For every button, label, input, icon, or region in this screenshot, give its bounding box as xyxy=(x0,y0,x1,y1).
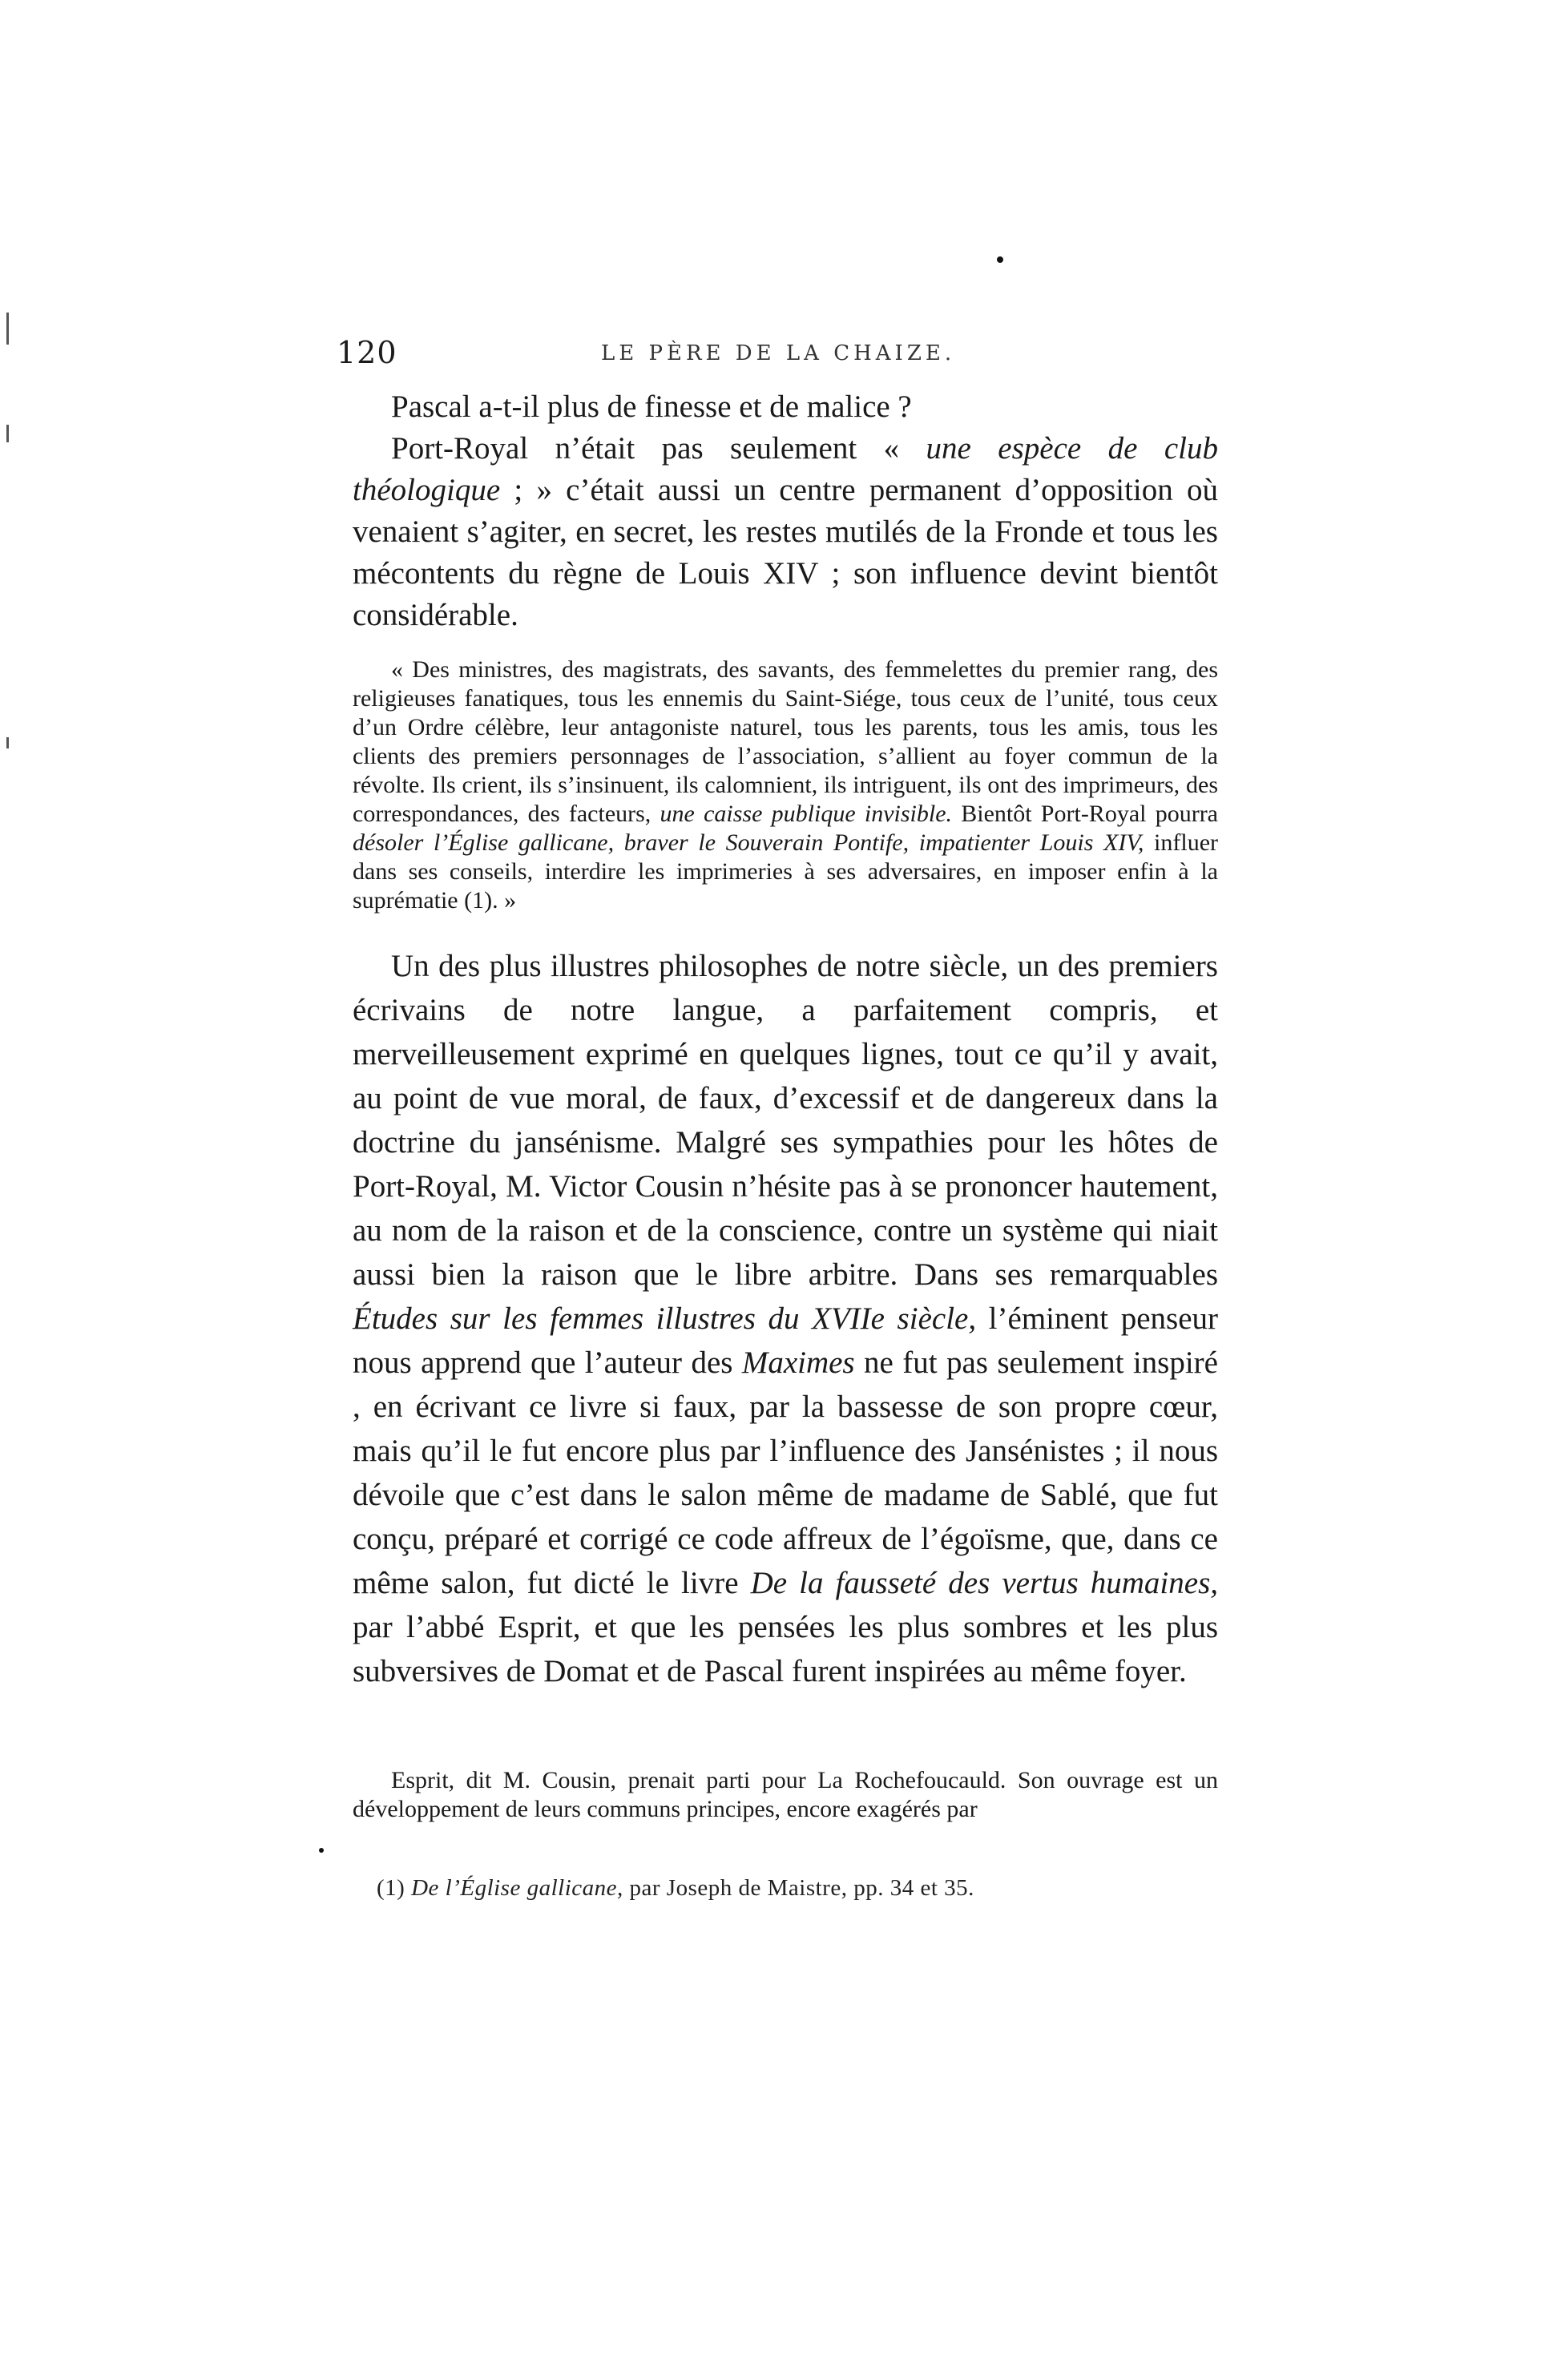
block-quotation xyxy=(353,656,1218,915)
quotation-cousin: Esprit, dit M. Cousin, prenait parti pour La Rochefoucauld. Son ouvrage est un développement de leurs communs principes, encore exagérés par xyxy=(353,1767,1218,1822)
footnote xyxy=(377,1875,1218,1902)
main-text-top xyxy=(353,386,1218,636)
main-text-cousin xyxy=(353,944,1218,1693)
paragraph-2: Port-Royal n’était pas seulement « une espèce de club théologique ; » c’était aussi un centre permanent d’opposition où venaient s’agiter, en secret, les restes mutilés de la Fronde et tous les mécontents du règne de Louis XIV ; son influence devint bientôt considérable. xyxy=(353,431,1219,632)
footnote-citation: par Joseph de Maistre, pp. 34 et 35. xyxy=(623,1875,974,1901)
quotation-maistre: « Des ministres, des magistrats, des savants, des femmelettes du premier rang, des religieuses fanatiques, tous les ennemis du Saint-Siége, tous ceux de l’unité, tous ceux d’un Ordre célèbre, leur antagoniste naturel, tous les parents, tous les amis, tous les clients des premiers personnages de l’association, s’allient au foyer commun de la révolte. Ils crient, ils s’insinuent, ils calomnient, ils intriguent, ils ont des imprimeurs, des correspondances, des facteurs, une caisse publique invisible. Bientôt Port-Royal pourra désoler l’Église gallicane, braver le Souverain Pontife, impatienter Louis XIV, influer dans ses conseils, interdire les imprimeries à ses adversaires, en imposer enfin à la suprématie (1). » xyxy=(353,656,1218,914)
footnote-title: De l’Église gallicane, xyxy=(411,1875,623,1901)
book-title-etudes: Études sur les femmes illustres du XVIIe siècle, xyxy=(353,1301,977,1336)
speck-mark xyxy=(997,256,1003,263)
scan-edge-mark xyxy=(6,737,9,748)
book-title-maximes: Maximes xyxy=(741,1345,855,1380)
page-number: 120 xyxy=(337,335,397,370)
paragraph-3: Un des plus illustres philosophes de notre siècle, un des premiers écrivains de notre langue, a parfaitement compris, et merveilleusement exprimé en quelques lignes, tout ce qu’il y avait, au point de vue moral, de faux, d’excessif et de dangereux dans la doctrine du jansénisme. Malgré ses sympathies pour les hôtes de Port-Royal, M. Victor Cousin n’hésite pas à se prononcer hautement, au nom de la raison et de la conscience, contre un système qui niait aussi bien la raison que le libre arbitre. Dans ses remarquables Études sur les femmes illustres du XVIIe siècle, l’éminent penseur nous apprend que l’auteur des Maximes ne fut pas seulement inspiré , en écrivant ce livre si faux, par la bassesse de son propre cœur, mais qu’il le fut encore plus par l’influence des Jansénistes ; il nous dévoile que c’est dans le salon même de madame de Sablé, que fut conçu, préparé et corrigé ce code affreux de l’égoïsme, que, dans ce même salon, fut dicté le livre De la fausseté des vertus humaines, par l’abbé Esprit, et que les pensées les plus sombres et les plus subversives de Domat et de Pascal furent inspirées au même foyer. xyxy=(353,949,1219,1688)
speck-mark xyxy=(319,1848,324,1853)
book-title-faussete: De la fausseté des vertus humaines, xyxy=(750,1566,1218,1600)
scan-edge-mark xyxy=(6,313,9,345)
paragraph-1: Pascal a-t-il plus de finesse et de malice ? xyxy=(391,389,912,424)
quoted-phrase: une espèce de club théologique xyxy=(353,431,1219,507)
running-title: LE PÈRE DE LA CHAIZE. xyxy=(601,341,956,365)
scan-edge-mark xyxy=(6,425,9,442)
running-header xyxy=(337,335,1250,383)
quotation-cousin-block xyxy=(353,1766,1218,1824)
footnote-mark: (1) xyxy=(377,1875,412,1901)
